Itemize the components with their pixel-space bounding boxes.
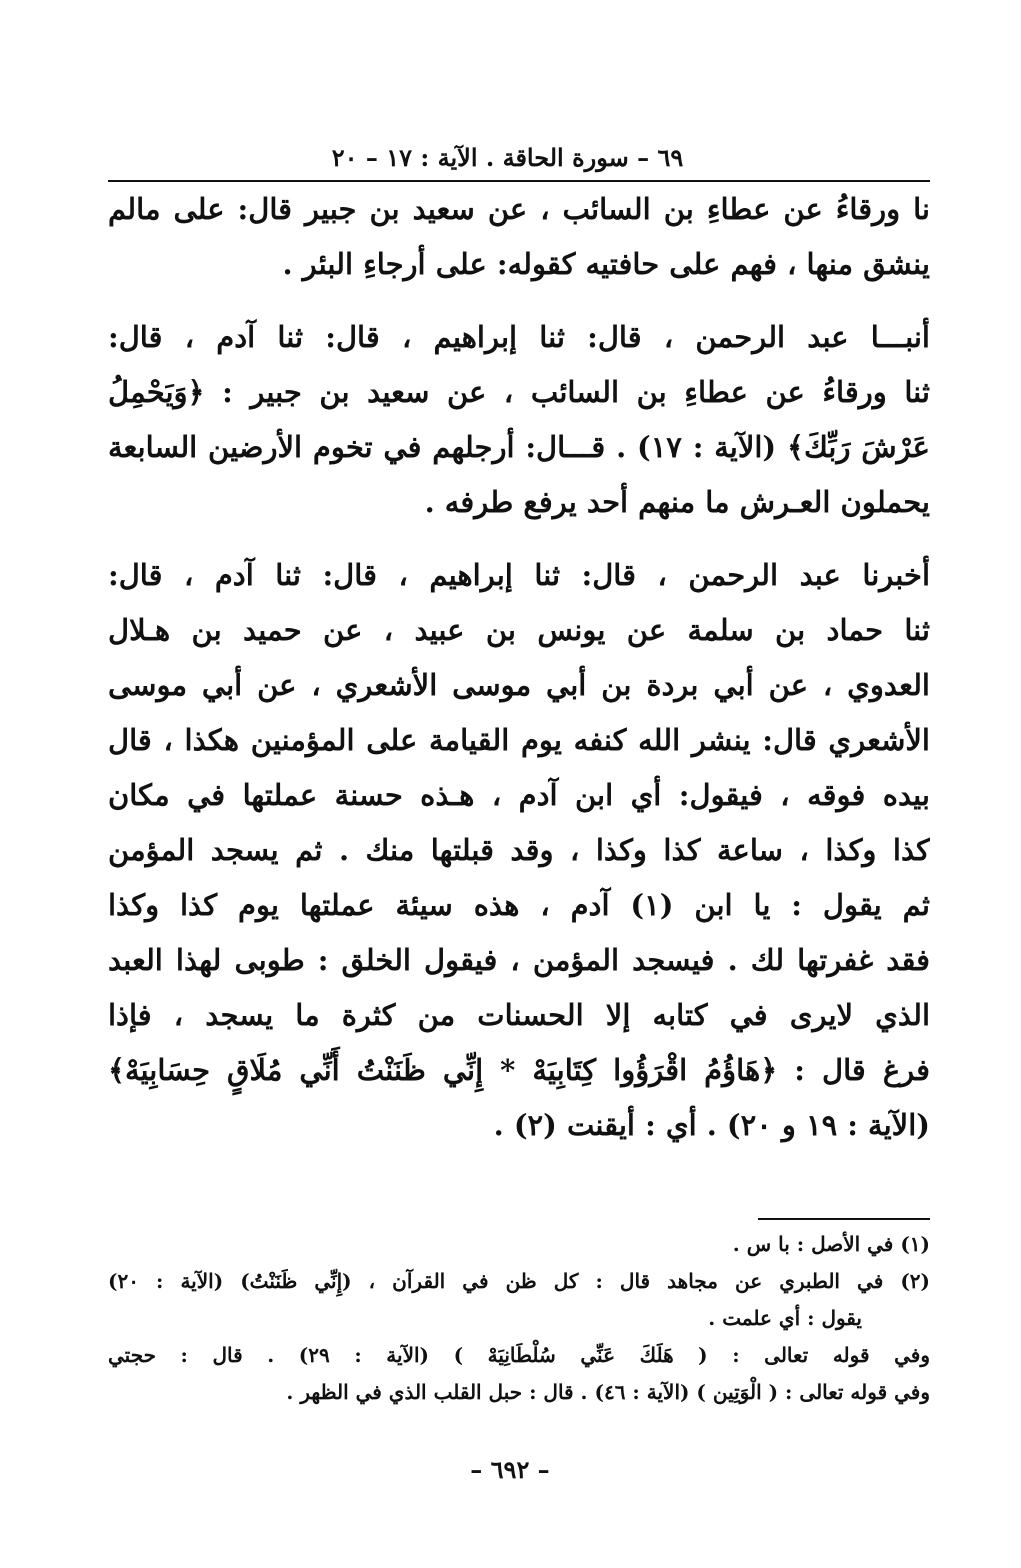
footnote-line: يقول : أي علمت . — [708, 1306, 862, 1330]
text-line: ينشق منها ، فهم على حافتيه كقوله: على أرجاءِ البئر . — [282, 247, 930, 281]
text-line: الذي لايرى في كتابه إلا الحسنات من كثرة ما يسجد ، فإذا — [108, 998, 930, 1032]
text-line: ثنا حماد بن سلمة عن يونس بن عبيد ، عن حميد بن هـلال — [108, 613, 930, 647]
footnote-rule — [758, 1218, 930, 1220]
page-number: – ٦٩٢ – — [470, 1455, 550, 1484]
text-line: العدوي ، عن أبي بردة بن أبي موسى الأشعري ، عن أبي موسى — [108, 668, 930, 702]
text-line: الأشعري قال: ينشر الله كنفه يوم القيامة على المؤمنين هكذا ، قال — [108, 723, 930, 757]
footnote-line: وفي قوله تعالى : ( هَلَكَ عَنِّي سُلْطَانِيَهْ ) (الآية : ٢٩) . قال : حجتي — [108, 1343, 930, 1367]
footnote-line: وفي قوله تعالى : ( الْوَتِين ) (الآية : ٤٦) . قال : حبل القلب الذي في الظهر . — [286, 1380, 930, 1404]
paragraph-gap — [108, 292, 930, 310]
text-line: فقد غفرتها لك . فيسجد المؤمن ، فيقول الخلق : طوبى لهذا العبد — [108, 943, 930, 977]
text-line: بيده فوقه ، فيقول: أي ابن آدم ، هـذه حسنة عملتها في مكان — [108, 778, 930, 812]
footnote-line: (١) في الأصل : با س . — [732, 1232, 930, 1256]
text-line: أنبـــا عبد الرحمن ، قال: ثنا إبراهيم ، قال: ثنا آدم ، قال: — [108, 320, 930, 354]
paragraph-gap — [108, 530, 930, 548]
text-line: ثنا ورقاءُ عن عطاءِ بن السائب ، عن سعيد بن جبير : ﴿وَيَحْمِلُ — [108, 375, 930, 409]
text-line: يحملون العـرش ما منهم أحد يرفع طرفه . — [424, 485, 930, 519]
text-line: نا ورقاءُ عن عطاءِ بن السائب ، عن سعيد بن جبير قال: على مالم — [108, 192, 930, 226]
text-line: كذا وكذا ، ساعة كذا وكذا ، وقد قبلتها منك . ثم يسجد المؤمن — [108, 833, 930, 867]
text-line: (الآية : ١٩ و ٢٠) . أي : أيقنت (٢) . — [493, 1108, 930, 1142]
text-line: ثم يقول : يا ابن (١) آدم ، هذه سيئة عملتها يوم كذا وكذا — [108, 888, 930, 922]
running-header: ٦٩ – سورة الحاقة . الآية : ١٧ – ٢٠ — [331, 143, 684, 172]
text-line: فرغ قال : ﴿هَاؤُمُ اقْرَؤُوا كِتَابِيَهْ * إِنِّي ظَنَنْتُ أَنِّي مُلَاقٍ حِسَابِيَهْ﴾ — [108, 1053, 930, 1087]
text-line: عَرْشَ رَبِّكَ﴾ (الآية : ١٧) . قـــال: أرجلهم في تخوم الأرضين السابعة — [108, 430, 930, 464]
text-line: أخبرنا عبد الرحمن ، قال: ثنا إبراهيم ، قال: ثنا آدم ، قال: — [108, 558, 930, 592]
main-text — [108, 182, 930, 1153]
footnote-line: (٢) في الطبري عن مجاهد قال : كل ظن في القرآن ، (إِنِّي ظَنَنْتُ) (الآية : ٢٠) — [108, 1269, 930, 1293]
footnotes — [108, 1226, 930, 1411]
